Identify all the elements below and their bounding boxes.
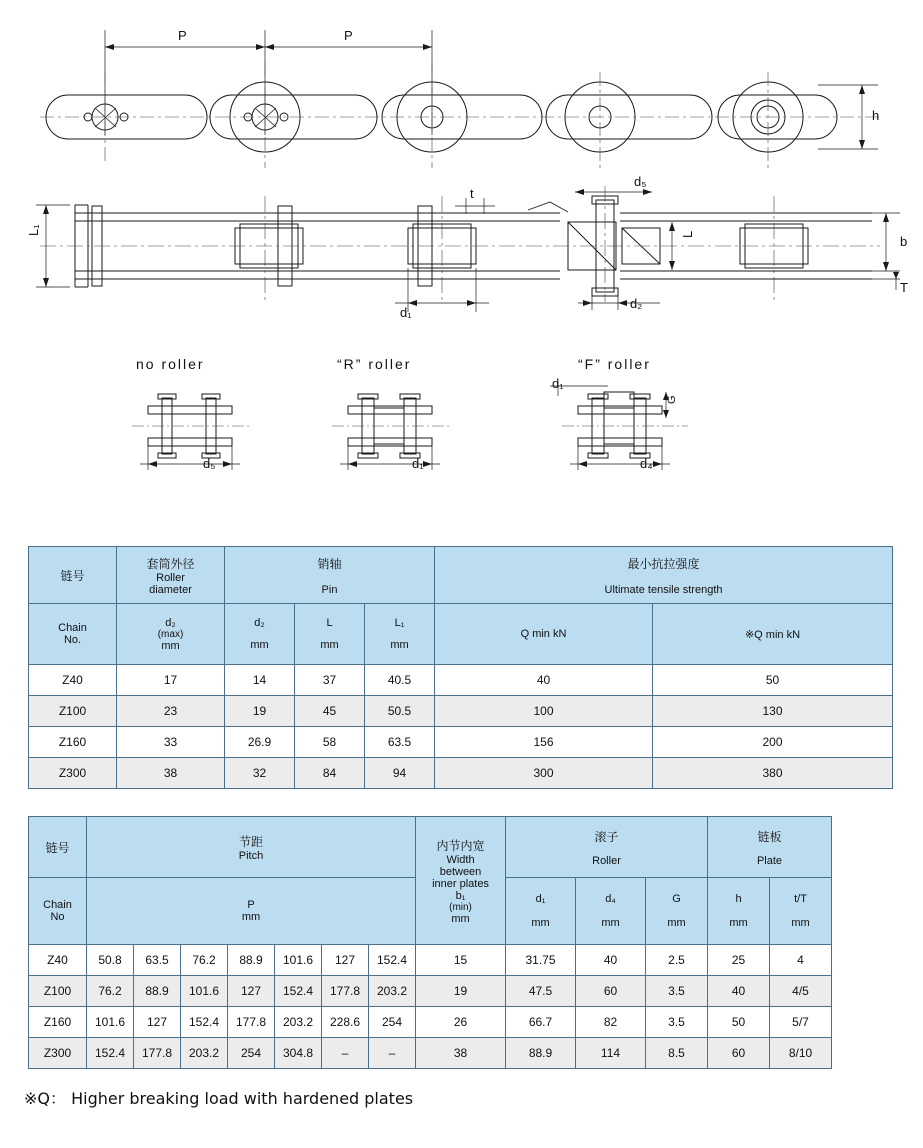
th2-plate-h-unit: mm <box>729 917 748 929</box>
dim-label-pitch-1: P <box>178 28 187 43</box>
th2-roller-G-unit: mm <box>667 917 686 929</box>
cell-pitch: 254 <box>369 1007 416 1038</box>
th2-width-en3: inner plates <box>432 877 489 890</box>
cell-roller-G: 3.5 <box>646 976 708 1007</box>
spec-table-1-wrapper <box>28 546 893 789</box>
cell-plate-h: 60 <box>708 1038 770 1069</box>
cell-pin-L: 45 <box>295 696 365 727</box>
cell-roller-G: 2.5 <box>646 945 708 976</box>
cell-width-b1: 38 <box>416 1038 506 1069</box>
cell-pin-L1: 94 <box>365 758 435 789</box>
dim-label-t: t <box>470 186 474 201</box>
cell-roller-d4: 40 <box>576 945 646 976</box>
th2-plate-cn: 链板 <box>757 829 782 844</box>
dim-label-detail-f-d1: d₁ <box>552 376 564 391</box>
cell-chain-no: Z40 <box>29 665 117 696</box>
cell-pitch: 101.6 <box>87 1007 134 1038</box>
th-q-min-star: ※Q min kN <box>744 628 801 641</box>
th2-roller-cn: 滚子 <box>594 829 619 844</box>
th-roller-dia-cn: 套筒外径 <box>146 556 195 571</box>
cell-q-min-star: 200 <box>653 727 893 758</box>
cell-pitch: 152.4 <box>275 976 322 1007</box>
dim-label-d2: d₂ <box>630 296 643 311</box>
cell-plate-tT: 4/5 <box>770 976 832 1007</box>
cell-roller-d4: 82 <box>576 1007 646 1038</box>
th2-chain-en2: No <box>50 911 65 923</box>
table2-header-row-1 <box>29 817 832 878</box>
th-pin-L1-unit: mm <box>390 639 409 651</box>
table1-header-row-3 <box>29 604 893 665</box>
cell-roller-d1: 88.9 <box>506 1038 576 1069</box>
cell-pin-L1: 50.5 <box>365 696 435 727</box>
cell-roller-d1: 47.5 <box>506 976 576 1007</box>
caption-no-roller: no roller <box>136 356 205 372</box>
cell-chain-no: Z300 <box>29 758 117 789</box>
th-roller-max: (max) <box>157 628 184 640</box>
cell-pin-d2: 32 <box>225 758 295 789</box>
cell-pitch: 88.9 <box>228 945 275 976</box>
table-row <box>29 976 832 1007</box>
cell-chain-no: Z40 <box>29 945 87 976</box>
cell-pin-L: 37 <box>295 665 365 696</box>
cell-pitch: 76.2 <box>181 945 228 976</box>
cell-roller-G: 8.5 <box>646 1038 708 1069</box>
cell-roller-d4: 114 <box>576 1038 646 1069</box>
table-row <box>29 665 893 696</box>
cell-pitch: 127 <box>228 976 275 1007</box>
cell-q-min-star: 50 <box>653 665 893 696</box>
cell-q-min: 40 <box>435 665 653 696</box>
cell-roller-dia: 17 <box>117 665 225 696</box>
cell-chain-no: Z160 <box>29 727 117 758</box>
cell-plate-h: 25 <box>708 945 770 976</box>
cell-chain-no: Z300 <box>29 1038 87 1069</box>
table-row <box>29 727 893 758</box>
cell-pitch: – <box>322 1038 369 1069</box>
cell-pin-L1: 63.5 <box>365 727 435 758</box>
th2-roller-G: G <box>672 893 681 905</box>
cell-roller-d1: 31.75 <box>506 945 576 976</box>
th2-roller-en: Roller <box>592 854 621 867</box>
cell-pin-L1: 40.5 <box>365 665 435 696</box>
table1-header-row-1 <box>29 547 893 604</box>
th2-plate-tT-unit: mm <box>791 917 810 929</box>
table-row <box>29 945 832 976</box>
cell-chain-no: Z100 <box>29 696 117 727</box>
cell-width-b1: 26 <box>416 1007 506 1038</box>
cell-pin-d2: 19 <box>225 696 295 727</box>
th-pin-cn: 销轴 <box>317 556 342 571</box>
cell-pitch: 76.2 <box>87 976 134 1007</box>
th2-roller-d1: d₁ <box>535 893 546 905</box>
dim-label-detail-f-d4: d₄ <box>640 456 653 471</box>
th2-width-en2: between <box>439 865 482 878</box>
th2-plate-tT: t/T <box>794 893 807 905</box>
th-chain-en1: Chain <box>58 622 87 634</box>
dim-label-d1: d₁ <box>400 305 412 320</box>
th2-chain-en1: Chain <box>43 899 72 911</box>
th-roller-dia-en1: Roller <box>156 571 185 584</box>
th2-width-sym: b₁ <box>455 889 466 902</box>
th-pin-en: Pin <box>321 583 338 596</box>
dim-label-detail-f-G: G <box>666 395 678 404</box>
th2-pitch-unit: mm <box>241 911 261 923</box>
cell-plate-tT: 5/7 <box>770 1007 832 1038</box>
table-row <box>29 758 893 789</box>
cell-roller-d4: 60 <box>576 976 646 1007</box>
th-q-min: Q min kN <box>520 628 567 640</box>
cell-roller-dia: 33 <box>117 727 225 758</box>
footnote-text: ※Q： Higher breaking load with hardened plates <box>24 1089 414 1108</box>
cell-plate-h: 50 <box>708 1007 770 1038</box>
cell-pitch: 304.8 <box>275 1038 322 1069</box>
chain-technical-drawing <box>0 0 923 520</box>
cell-pitch: 127 <box>322 945 369 976</box>
dim-label-h: h <box>872 108 880 123</box>
dim-label-detail-d5: d₅ <box>203 456 216 471</box>
cell-pitch: 101.6 <box>181 976 228 1007</box>
caption-f-roller: “F” roller <box>578 356 651 372</box>
th-roller-sym: d₂ <box>165 616 176 629</box>
cell-q-min-star: 380 <box>653 758 893 789</box>
cell-plate-h: 40 <box>708 976 770 1007</box>
cell-pitch: 63.5 <box>134 945 181 976</box>
cell-roller-dia: 38 <box>117 758 225 789</box>
cell-q-min-star: 130 <box>653 696 893 727</box>
cell-roller-dia: 23 <box>117 696 225 727</box>
dim-label-d5: d₅ <box>634 174 647 189</box>
cell-plate-tT: 4 <box>770 945 832 976</box>
cell-pitch: 203.2 <box>369 976 416 1007</box>
th2-plate-h: h <box>735 893 742 905</box>
cell-pitch: 177.8 <box>228 1007 275 1038</box>
cell-pitch: 254 <box>228 1038 275 1069</box>
dim-label-L: L <box>680 230 695 238</box>
th-chain-en2: No. <box>63 634 82 646</box>
th-pin-d2-unit: mm <box>250 639 269 651</box>
th2-width-min: (min) <box>449 901 472 913</box>
th2-pitch-sym: P <box>247 899 255 911</box>
cell-pitch: 101.6 <box>275 945 322 976</box>
table-row <box>29 696 893 727</box>
th-pin-L: L <box>326 617 333 629</box>
th2-pitch-cn: 节距 <box>238 834 263 849</box>
cell-pin-d2: 26.9 <box>225 727 295 758</box>
cell-pin-L: 58 <box>295 727 365 758</box>
cell-pitch: 177.8 <box>322 976 369 1007</box>
cell-pin-L: 84 <box>295 758 365 789</box>
th2-width-cn: 内节内宽 <box>436 838 485 853</box>
th2-width-en1: Width <box>446 853 475 866</box>
cell-pitch: 127 <box>134 1007 181 1038</box>
th2-chain-no-cn: 链号 <box>45 840 70 855</box>
cell-roller-G: 3.5 <box>646 1007 708 1038</box>
dim-label-pitch-2: P <box>344 28 353 43</box>
dim-label-detail-d1: d₁ <box>412 456 424 471</box>
cell-pitch: 177.8 <box>134 1038 181 1069</box>
dim-label-b: b <box>900 234 908 249</box>
cell-q-min: 100 <box>435 696 653 727</box>
spec-table-1 <box>28 546 893 789</box>
cell-q-min: 300 <box>435 758 653 789</box>
cell-pitch: 152.4 <box>87 1038 134 1069</box>
th2-roller-d4: d₄ <box>605 893 616 905</box>
cell-pitch: 50.8 <box>87 945 134 976</box>
cell-roller-d1: 66.7 <box>506 1007 576 1038</box>
th2-plate-en: Plate <box>756 854 783 867</box>
caption-r-roller: “R” roller <box>337 356 412 372</box>
table-row <box>29 1007 832 1038</box>
th-pin-d2: d₂ <box>254 617 265 629</box>
dim-label-T: T <box>900 280 908 295</box>
cell-pitch: – <box>369 1038 416 1069</box>
th2-pitch-en: Pitch <box>238 849 264 862</box>
cell-pitch: 88.9 <box>134 976 181 1007</box>
th-uts-en: Ultimate tensile strength <box>604 583 723 596</box>
cell-pitch: 203.2 <box>181 1038 228 1069</box>
cell-width-b1: 19 <box>416 976 506 1007</box>
cell-q-min: 156 <box>435 727 653 758</box>
th2-width-unit: mm <box>451 912 470 925</box>
th-pin-L1: L₁ <box>394 617 405 629</box>
cell-plate-tT: 8/10 <box>770 1038 832 1069</box>
th2-roller-d1-unit: mm <box>531 917 550 929</box>
th-uts-cn: 最小抗拉强度 <box>627 556 700 571</box>
th2-roller-d4-unit: mm <box>601 917 620 929</box>
cell-pitch: 152.4 <box>369 945 416 976</box>
cell-chain-no: Z160 <box>29 1007 87 1038</box>
cell-pitch: 152.4 <box>181 1007 228 1038</box>
cell-width-b1: 15 <box>416 945 506 976</box>
cell-pin-d2: 14 <box>225 665 295 696</box>
cell-pitch: 228.6 <box>322 1007 369 1038</box>
spec-table-2 <box>28 816 832 1069</box>
th-chain-no-cn: 链号 <box>60 568 85 583</box>
table-row <box>29 1038 832 1069</box>
cell-pitch: 203.2 <box>275 1007 322 1038</box>
th-pin-L-unit: mm <box>320 639 339 651</box>
th-roller-dia-en2: diameter <box>149 583 192 596</box>
cell-chain-no: Z100 <box>29 976 87 1007</box>
spec-table-2-wrapper <box>28 816 832 1069</box>
th-roller-unit: mm <box>161 639 180 652</box>
dim-label-L1: L₁ <box>26 224 41 236</box>
